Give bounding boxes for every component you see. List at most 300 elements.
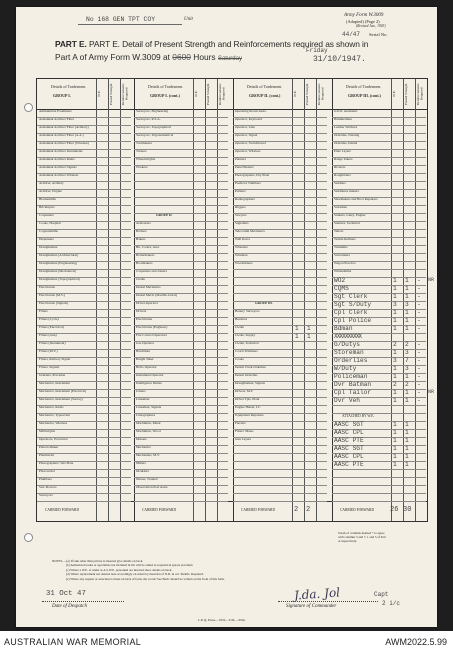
typed-we: 1 xyxy=(393,348,397,356)
group-heading: GROUP III. xyxy=(255,302,273,306)
trade-name: Fitters, Railway Signal xyxy=(39,358,71,362)
column-divider xyxy=(193,79,194,521)
trade-name: Photowriter xyxy=(39,470,56,474)
typed-posted: 2 xyxy=(405,340,409,348)
row-divider xyxy=(233,453,327,454)
trade-name: Armament Artificer Fitter xyxy=(39,118,75,122)
trade-name: Draughtsmen (Engineering) xyxy=(39,262,77,266)
trade-name: Mechanics, Instrument (Electrical) xyxy=(39,390,87,394)
column-divider xyxy=(292,79,293,521)
typed-we: 1 xyxy=(393,292,397,300)
typed-we: 2 xyxy=(393,380,397,388)
typed-reinf: - xyxy=(417,396,421,404)
column-header-group: GROUP II. (cont.) xyxy=(249,93,281,98)
unit-underline xyxy=(78,24,182,25)
column-header-detail: Details of Tradesmen. xyxy=(51,84,87,89)
trade-name: Tailors xyxy=(334,230,344,234)
column-header-sub: Posted Strength xyxy=(206,83,210,105)
trade-name: Height Taker xyxy=(136,358,154,362)
strength-table xyxy=(36,78,435,522)
row-divider xyxy=(233,269,327,270)
typed-we: 1 xyxy=(393,284,397,292)
trade-name: Joiners xyxy=(136,390,146,394)
trade-name: Turners xyxy=(136,150,147,154)
typed-posted: 1 xyxy=(405,292,409,300)
typed-we: 1 xyxy=(393,372,397,380)
trade-name: Draughtsmen, Signals xyxy=(235,382,265,386)
trade-name: Armament Artificer Radio xyxy=(39,158,75,162)
trade-name: Range Takers xyxy=(334,158,353,162)
typed-trade: Cpl Police xyxy=(334,316,372,324)
trade-name: Clerks, Technical xyxy=(235,342,259,346)
typed-we: 3 xyxy=(393,356,397,364)
trade-name: Plate Layers xyxy=(334,150,351,154)
trade-name: Millers xyxy=(136,462,146,466)
trade-name: Electricians xyxy=(136,318,153,322)
form-revised: (Revised Jan., 1943) xyxy=(356,24,386,28)
day-typed: Friday xyxy=(306,47,328,54)
typed-we: 3 xyxy=(393,300,397,308)
trade-name: Fitters (Gun) xyxy=(39,334,57,338)
trade-name: Machinists, Wood xyxy=(136,430,161,434)
trade-name: Blacksmiths xyxy=(39,198,56,202)
row-divider xyxy=(233,461,327,462)
signature-rank: Capt xyxy=(374,591,389,598)
trade-name: Drivers xyxy=(136,310,147,314)
note-line: (b) Authorized trades or specialists not included in list will be added as required in spaces provided. xyxy=(66,563,194,568)
column-header-sub: Posted Strength xyxy=(109,83,113,105)
trade-name: Surveyors, Topographical xyxy=(136,126,171,130)
col3-we-value: 1 xyxy=(295,333,299,340)
column-header-group: GROUP I. xyxy=(53,93,71,98)
trade-name: Dental Mech. (Maxillo-facial) xyxy=(136,294,177,298)
signature-label: Signature of Commander xyxy=(286,604,337,609)
form-name: Army Form W.3009 xyxy=(344,13,384,18)
attached-we: 1 xyxy=(393,428,397,436)
column-header-group: GROUP I. (cont.) xyxy=(150,93,180,98)
typed-trade: Dvr Veh xyxy=(334,396,360,404)
column-header-detail: Details of Tradesmen. xyxy=(247,84,283,89)
trade-name: Riggers xyxy=(235,206,246,210)
punch-hole xyxy=(24,533,33,542)
trade-name: Draughtsmen (Architectural) xyxy=(39,254,79,258)
trade-name: Coppersmiths xyxy=(39,230,58,234)
column-divider xyxy=(391,79,392,521)
note-line: (e) Where any request or selection is made on back of form, the words 'See Back' should be written on the front of this form. xyxy=(66,576,225,581)
trade-name: Wheelwrights xyxy=(136,158,156,162)
row-divider xyxy=(233,485,327,486)
archive-reference: AWM2022.5.99 xyxy=(385,637,447,647)
trade-name: Leather Stitchers xyxy=(334,126,358,130)
column-divider xyxy=(415,79,416,521)
day-printed: Saturday xyxy=(217,56,242,62)
form-page xyxy=(16,7,437,627)
row-divider xyxy=(134,173,228,174)
date-typed: 31/10/1947. xyxy=(313,55,366,64)
trade-name: Mechanics, Typewriter xyxy=(39,414,71,418)
trade-name: Ammunition Examiners xyxy=(39,110,72,114)
typed-reinf: - xyxy=(417,284,421,292)
trade-name: Gun Layers xyxy=(235,438,251,442)
typed-posted: 1 xyxy=(405,324,409,332)
column-divider xyxy=(217,79,218,521)
trade-name: Electricians (Engineer) xyxy=(136,326,168,330)
trade-name: Boilermakers xyxy=(136,254,155,258)
trade-name: Sterners, Technical xyxy=(334,222,360,226)
typed-reinf: - xyxy=(417,372,421,380)
attached-posted: 1 xyxy=(405,460,409,468)
row-divider xyxy=(332,501,426,502)
trade-name: Bit. Cook's, Asst. xyxy=(136,246,160,250)
trade-name: Painters xyxy=(235,158,246,162)
trade-name: Electricians (M.V.) xyxy=(39,294,65,298)
attached-posted: 1 xyxy=(405,444,409,452)
trade-name: Panel Beaters xyxy=(235,166,254,170)
col3-we-value: 1 xyxy=(295,325,299,332)
trade-name: Driver-Operator xyxy=(136,302,158,306)
typed-posted: 3 xyxy=(405,348,409,356)
signature-underline xyxy=(278,601,378,602)
trade-name: Clerks xyxy=(235,326,244,330)
typed-posted: 1 xyxy=(405,388,409,396)
column-header-detail: Details of Tradesmen. xyxy=(346,84,382,89)
typed-posted: 1 xyxy=(405,276,409,284)
trade-name: Wheelers xyxy=(235,246,248,250)
row-divider xyxy=(134,501,228,502)
trade-name: Operator, Signal xyxy=(235,134,258,138)
attached-trade: AASC SGT xyxy=(334,444,364,452)
typed-note: NR xyxy=(428,388,435,395)
column-divider xyxy=(403,79,404,521)
title-line2 xyxy=(55,52,242,62)
trade-name: Electricians (Signals) xyxy=(39,302,69,306)
trade-name: Fitters, Signals xyxy=(39,366,60,370)
trade-name: Mechanics, Instrument (Survey) xyxy=(39,398,83,402)
trade-name: Observation Post Assts. xyxy=(136,486,169,490)
trade-name: Dispensers xyxy=(39,238,54,242)
trade-name: Fitters' Mates xyxy=(235,430,254,434)
typed-reinf: - xyxy=(417,308,421,316)
despatch-label: Date of Despatch xyxy=(52,604,87,609)
trade-name: Armament Artificer Instruments xyxy=(39,150,83,154)
despatch-underline xyxy=(42,601,124,602)
trade-name: Armourers xyxy=(136,222,151,226)
trade-name: Vulcanizers xyxy=(334,254,350,258)
totals-note: Totals of columns marked * to agree with columns 3 and 7, 1 and 5 of Part A respectively. xyxy=(338,531,386,543)
trade-name: Radiographers xyxy=(235,198,255,202)
trade-name: Workers xyxy=(136,166,148,170)
typed-reinf: - xyxy=(417,292,421,300)
trade-name: Pharmacist xyxy=(39,454,55,458)
typed-trade: Cpl Clerk xyxy=(334,308,368,316)
typed-trade: Sgt Clerk xyxy=(334,292,368,300)
commander-signature: J.da. Jol xyxy=(293,585,341,603)
trade-name: Armament Artificer Wireless xyxy=(39,174,79,178)
carried-forward-label: CARRIED FORWARD xyxy=(340,508,375,512)
trade-name: Carpenters and Joiners xyxy=(136,270,167,274)
attached-posted: 1 xyxy=(405,452,409,460)
typed-trade: WO2 xyxy=(334,276,346,284)
trade-name: Surveyors xyxy=(39,494,53,498)
row-divider xyxy=(233,477,327,478)
trade-name: Draughtsmen (Topographical) xyxy=(39,278,80,282)
trade-name: Whitesmiths xyxy=(334,270,352,274)
trade-name: Hollo Operator xyxy=(136,366,157,370)
column-header-detail: Details of Tradesmen. xyxy=(148,84,184,89)
trade-name: Orderlies, Dental xyxy=(334,142,358,146)
trade-name: Textile Refiners xyxy=(334,238,356,242)
trade-name: Roughriders xyxy=(334,174,351,178)
trade-name: Linesman xyxy=(136,398,150,402)
column-header-group: GROUP III. (cont.) xyxy=(348,93,381,98)
attached-trade: AASC PTE xyxy=(334,460,364,468)
print-footer: L.E.Q. Press—1952—T.M.—65m. xyxy=(198,618,246,622)
trade-name: Lithographers xyxy=(136,414,156,418)
typed-reinf: - xyxy=(417,356,421,364)
hours-printed: 0600 xyxy=(172,52,191,62)
cf-col4-we: 26 xyxy=(390,506,399,514)
attached-we: 1 xyxy=(393,420,397,428)
trade-name: Telecomm Mechanics xyxy=(235,230,265,234)
trade-name: Armament Artificer Fitter (A.A.) xyxy=(39,134,84,138)
cf-col4-posted: 30 xyxy=(403,506,412,514)
typed-posted: 1 xyxy=(405,396,409,404)
trade-name: Sawyers xyxy=(235,214,247,218)
trade-name: Mechanists, M.T. xyxy=(136,454,160,458)
despatch-date: 31 Oct 47 xyxy=(46,590,86,598)
row-divider xyxy=(134,189,228,190)
typed-posted: 1 xyxy=(405,308,409,316)
row-divider xyxy=(233,293,327,294)
group-divider xyxy=(332,79,333,521)
trade-name: Farriers xyxy=(235,422,246,426)
trade-name: Grinders, Precision xyxy=(39,374,66,378)
serial-label: Serial No. xyxy=(369,32,388,37)
attached-trade: AASC CPL xyxy=(334,452,364,460)
trade-name: Fitters xyxy=(39,310,48,314)
trade-name: Draughtsmen (Mechanical) xyxy=(39,270,77,274)
attached-trade: AASC CPL xyxy=(334,428,364,436)
typed-trade: CQMS xyxy=(334,284,349,292)
trade-name: Machinists, Metal xyxy=(136,422,161,426)
archive-name: AUSTRALIAN WAR MEMORIAL xyxy=(4,637,142,647)
row-divider xyxy=(233,445,327,446)
group-divider xyxy=(233,79,234,521)
trade-name: Carpenters xyxy=(39,214,54,218)
typed-reinf: - xyxy=(417,316,421,324)
trade-name: Dental Orderlies xyxy=(235,374,258,378)
trade-name: Bootmakers xyxy=(136,262,153,266)
trade-name: Fitters (Electrical) xyxy=(39,326,64,330)
trade-name: Intelligence Duties xyxy=(136,382,162,386)
col3-posted-value: 1 xyxy=(307,325,311,332)
typed-trade: G/Dutys xyxy=(334,340,360,348)
trade-name: Mechanics xyxy=(136,446,151,450)
typed-we: 1 xyxy=(393,308,397,316)
attached-trade: AASC SGT xyxy=(334,420,364,428)
trade-name: Shoemakers and Boot Repairers xyxy=(334,198,378,202)
unit-label: Unit xyxy=(184,17,193,22)
typed-reinf: - xyxy=(417,340,421,348)
trade-name: Photographers, Wet Plate xyxy=(39,462,74,466)
trade-name: Electricians xyxy=(39,286,56,290)
typed-trade: Orderlies xyxy=(334,356,368,364)
typed-reinf: - xyxy=(417,348,421,356)
trade-name: Dental Clerk Orderlies xyxy=(235,366,266,370)
typed-posted: 3 xyxy=(405,364,409,372)
trade-name: Dental Mechanics xyxy=(136,286,161,290)
trade-name: Wall Korrs xyxy=(235,238,250,242)
col3-posted-value: 1 xyxy=(307,333,311,340)
row-divider xyxy=(233,285,327,286)
typed-we: 1 xyxy=(393,276,397,284)
trade-name: Draughtsmen xyxy=(39,246,58,250)
row-divider xyxy=(134,197,228,198)
attached-posted: 1 xyxy=(405,436,409,444)
row-divider xyxy=(37,501,131,502)
trade-name: Plumbers xyxy=(39,478,52,482)
row-divider xyxy=(233,469,327,470)
trade-name: Saddletree makers xyxy=(334,190,359,194)
typed-trade: Storeman xyxy=(334,348,364,356)
typed-trade: Bdman xyxy=(334,324,353,332)
trade-name: Linesmen, Signals xyxy=(136,406,162,410)
row-divider xyxy=(233,501,327,502)
trade-name: Equipment Repairers xyxy=(235,414,264,418)
trade-name: Fitters (M.V.) xyxy=(39,350,58,354)
row-divider xyxy=(332,405,426,406)
trade-name: Armament Artificer Fitter (Artillery) xyxy=(39,126,89,130)
typed-trade: Policeman xyxy=(334,372,368,380)
trade-name: Cooks xyxy=(235,358,244,362)
row-divider xyxy=(332,469,426,470)
trade-name: Predictor Numbers xyxy=(235,182,261,186)
trade-name: Saw Doctors xyxy=(39,486,57,490)
typed-reinf: - xyxy=(417,324,421,332)
trade-name: Fitters (Cycle) xyxy=(39,318,59,322)
trade-name: Engine Hands, I.C. xyxy=(235,406,261,410)
trade-name: Tinsmiths xyxy=(334,246,348,250)
attached-posted: 1 xyxy=(405,428,409,436)
trade-name: Bakers xyxy=(136,238,146,242)
carried-forward-label: CARRIED FORWARD xyxy=(241,508,276,512)
row-divider xyxy=(233,277,327,278)
typed-we: 1 xyxy=(393,388,397,396)
typed-posted: 3 xyxy=(405,300,409,308)
typed-reinf: - xyxy=(417,380,421,388)
trade-name: Operator, Line xyxy=(235,126,255,130)
trade-name: Bricklayers xyxy=(39,206,55,210)
column-header-sub: Posted Strength xyxy=(404,83,408,105)
trade-name: Hammermen xyxy=(334,118,352,122)
column-header-sub: Reinforcements Required xyxy=(416,83,424,105)
trade-name: Mechanics, Wireless xyxy=(39,422,68,426)
typed-trade: W/Duty xyxy=(334,364,357,372)
attached-we: 1 xyxy=(393,460,397,468)
trade-name: Toolmakers xyxy=(136,142,152,146)
trade-name: Surveyors, Trigonometrical xyxy=(136,134,174,138)
trade-name: Riveters xyxy=(334,166,346,170)
trade-name: Clerks xyxy=(136,278,145,282)
trade-name: Signallers xyxy=(235,222,249,226)
unit-typed: No 168 GEN TPT COY xyxy=(86,16,156,23)
trade-name: Operating Room Assts. xyxy=(235,110,267,114)
typed-trade: Sgt S/Duty xyxy=(334,300,372,308)
trade-name: Operator, Switchboard xyxy=(235,142,266,146)
typed-we: 2 xyxy=(393,340,397,348)
trade-name: Armament Artificer Fitter (Wireless) xyxy=(39,142,89,146)
row-divider xyxy=(332,493,426,494)
column-header-sub: Reinforcements Required xyxy=(218,83,226,105)
title-line2-text: Part A of Army Form W.3009 at xyxy=(55,52,170,62)
trade-name: Coach Trimmers xyxy=(235,350,258,354)
trade-name: Moulders xyxy=(136,470,149,474)
typed-posted: 1 xyxy=(405,284,409,292)
trade-name: Battery Surveyors xyxy=(235,310,260,314)
group-heading: GROUP II. xyxy=(156,214,173,218)
carried-forward-label: CARRIED FORWARD xyxy=(45,508,80,512)
signature-unit: 2 i/c xyxy=(382,600,401,607)
cf-col3-we: 2 xyxy=(294,506,299,514)
trade-name: Cooks, Hospital xyxy=(39,222,61,226)
column-header-sub: W.E. xyxy=(392,90,396,98)
row-divider xyxy=(332,277,426,278)
trade-name: Strikers, Glazy, Engine xyxy=(334,214,366,218)
typed-we: 1 xyxy=(393,364,397,372)
hours-label: Hours xyxy=(193,52,216,62)
form-adapted: (Adapted) (Page 2) xyxy=(346,19,380,24)
typed-trade: Cpl Tailor xyxy=(334,388,372,396)
carried-forward-label: CARRIED FORWARD xyxy=(142,508,177,512)
trade-name: Pattern Maker xyxy=(39,446,59,450)
trade-name: Storemen xyxy=(334,206,347,210)
trade-name: Operator, Keyboard xyxy=(235,118,262,122)
column-header-sub: W.E. xyxy=(194,90,198,98)
trade-name: Woodturners xyxy=(235,262,253,266)
trade-name: Gas Operator xyxy=(136,342,155,346)
typed-posted: 2 xyxy=(405,380,409,388)
trade-name: Orderlies, Nursing xyxy=(334,134,360,138)
trade-name: Barbers xyxy=(136,230,147,234)
typed-reinf: - xyxy=(417,388,421,396)
trade-name: Saddlers xyxy=(334,182,346,186)
trade-name: Instrument Operator xyxy=(136,374,164,378)
trade-name: Surveyors, R.S.A. xyxy=(136,118,161,122)
trade-name: Artificer, Artillery xyxy=(39,182,64,186)
typed-we: 1 xyxy=(393,396,397,404)
trade-name: Fire Control Operators xyxy=(136,334,167,338)
title-line1: PART E. Detail of Present Strength and Reinforcements required as shown in xyxy=(88,39,369,49)
trade-name: Fitters (Instrument) xyxy=(39,342,66,346)
typed-note: NR xyxy=(428,276,435,283)
column-header-sub: Reinforcements Required xyxy=(121,83,129,105)
serial-number: 44/47 xyxy=(342,31,361,38)
row-divider xyxy=(332,477,426,478)
note-line: (c) Where a W.E. or under A.A.S.W.E. personnel are inserted show details on back. xyxy=(66,567,173,572)
column-header-sub: Reinforcements Required xyxy=(317,83,325,105)
attached-label: ATTACHED BY W.E. xyxy=(342,414,375,418)
cf-col3-posted: 2 xyxy=(306,506,311,514)
typed-posted: 1 xyxy=(405,372,409,380)
trade-name: Artificer, Engine xyxy=(39,190,62,194)
trade-name: G.P.O. Assistants xyxy=(334,110,358,114)
trade-name: Drivers, M.T. xyxy=(235,390,254,394)
column-divider xyxy=(316,79,317,521)
trade-name: Nurses, Trained xyxy=(136,478,158,482)
row-divider xyxy=(134,181,228,182)
column-divider xyxy=(120,79,121,521)
column-header-sub: W.E. xyxy=(293,90,297,98)
